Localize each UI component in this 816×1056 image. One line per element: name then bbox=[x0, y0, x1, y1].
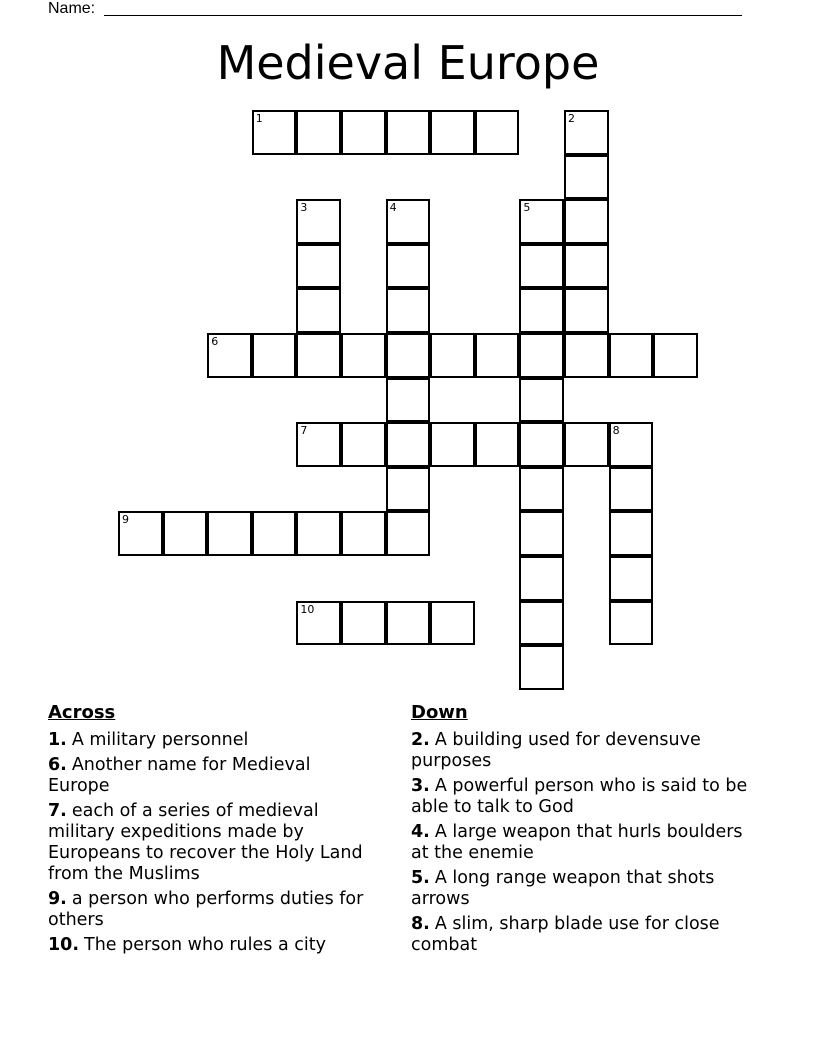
grid-cell[interactable] bbox=[519, 422, 564, 467]
grid-cell[interactable] bbox=[296, 244, 341, 289]
grid-cell[interactable] bbox=[653, 333, 698, 378]
clue-down-4: 4. A large weapon that hurls boulders at the enemie bbox=[411, 822, 743, 863]
grid-cell[interactable] bbox=[386, 422, 431, 467]
grid-cell[interactable] bbox=[519, 333, 564, 378]
cell-number: 8 bbox=[612, 424, 620, 438]
clue-down-8: 8. A slim, sharp blade use for close combat bbox=[411, 914, 720, 955]
grid-cell[interactable] bbox=[386, 378, 431, 423]
grid-cell[interactable] bbox=[386, 288, 431, 333]
cell-number: 10 bbox=[300, 602, 315, 616]
grid-cell[interactable] bbox=[341, 422, 386, 467]
grid-cell[interactable] bbox=[564, 199, 609, 244]
clue-across-9: 9. a person who performs duties for others bbox=[48, 889, 364, 930]
grid-cell[interactable] bbox=[564, 288, 609, 333]
grid-cell[interactable] bbox=[386, 333, 431, 378]
grid-cell[interactable] bbox=[519, 556, 564, 601]
cell-number: 1 bbox=[255, 112, 263, 125]
grid-cell[interactable] bbox=[475, 110, 520, 155]
cell-number: 2 bbox=[568, 112, 575, 125]
down-clues bbox=[411, 702, 751, 960]
cell-number: 6 bbox=[211, 335, 219, 348]
grid-cell[interactable] bbox=[475, 333, 520, 378]
grid-cell[interactable] bbox=[296, 422, 341, 467]
grid-cell[interactable] bbox=[609, 333, 654, 378]
cell-number: 4 bbox=[389, 201, 397, 215]
grid-cell[interactable] bbox=[341, 511, 386, 556]
cell-number: 5 bbox=[523, 201, 531, 215]
grid-cell[interactable] bbox=[519, 244, 564, 289]
grid-cell[interactable] bbox=[386, 511, 431, 556]
grid-cell[interactable] bbox=[564, 110, 609, 155]
grid-cell[interactable] bbox=[609, 511, 654, 556]
grid-cell[interactable] bbox=[564, 422, 609, 467]
grid-cell[interactable] bbox=[386, 601, 431, 646]
clue-down-5: 5. A long range weapon that shots arrows bbox=[411, 868, 715, 909]
clue-across-7: 7. each of a series of medieval military expeditions made by Europeans to recover the Holy Land from the Muslims bbox=[48, 801, 363, 884]
clue-across-6: 6. Another name for Medieval Europe bbox=[48, 755, 311, 796]
grid-cell[interactable] bbox=[564, 155, 609, 200]
grid-cell[interactable] bbox=[430, 333, 475, 378]
grid-cell[interactable] bbox=[252, 333, 297, 378]
grid-cell[interactable] bbox=[519, 467, 564, 512]
grid-cell[interactable] bbox=[252, 110, 297, 155]
name-label: Name: bbox=[48, 0, 96, 17]
clue-across-1: 1. A military personnel bbox=[48, 730, 249, 750]
grid-cell[interactable] bbox=[341, 110, 386, 155]
grid-cell[interactable] bbox=[519, 511, 564, 556]
grid-cell[interactable] bbox=[296, 601, 341, 646]
grid-cell[interactable] bbox=[386, 244, 431, 289]
cell-number: 3 bbox=[300, 201, 308, 215]
grid-cell[interactable] bbox=[207, 333, 252, 378]
grid-cell[interactable] bbox=[207, 511, 252, 556]
page-title: Medieval Europe bbox=[216, 36, 600, 90]
grid-cell[interactable] bbox=[430, 110, 475, 155]
name-field-line[interactable] bbox=[104, 15, 742, 16]
grid-cell[interactable] bbox=[118, 511, 163, 556]
grid-cell[interactable] bbox=[519, 601, 564, 646]
clue-across-10: 10. The person who rules a city bbox=[48, 935, 326, 955]
grid-cell[interactable] bbox=[430, 601, 475, 646]
grid-cell[interactable] bbox=[296, 511, 341, 556]
grid-cell[interactable] bbox=[519, 199, 564, 244]
grid-cell[interactable] bbox=[296, 110, 341, 155]
grid-cell[interactable] bbox=[609, 467, 654, 512]
grid-cell[interactable] bbox=[341, 601, 386, 646]
grid-cell[interactable] bbox=[564, 333, 609, 378]
grid-cell[interactable] bbox=[386, 199, 431, 244]
grid-cell[interactable] bbox=[430, 422, 475, 467]
grid-cell[interactable] bbox=[564, 244, 609, 289]
cell-number: 9 bbox=[122, 513, 129, 527]
across-heading: Across bbox=[48, 702, 116, 723]
grid-cell[interactable] bbox=[252, 511, 297, 556]
cell-number: 7 bbox=[300, 424, 308, 438]
grid-cell[interactable] bbox=[296, 288, 341, 333]
down-heading: Down bbox=[411, 702, 468, 723]
grid-cell[interactable] bbox=[519, 288, 564, 333]
grid-cell[interactable] bbox=[296, 199, 341, 244]
grid-cell[interactable] bbox=[519, 378, 564, 423]
grid-cell[interactable] bbox=[609, 556, 654, 601]
clue-down-3: 3. A powerful person who is said to be able to talk to God bbox=[411, 776, 748, 817]
grid-cell[interactable] bbox=[386, 110, 431, 155]
grid-cell[interactable] bbox=[341, 333, 386, 378]
grid-cell[interactable] bbox=[296, 333, 341, 378]
grid-cell[interactable] bbox=[609, 601, 654, 646]
grid-cell[interactable] bbox=[163, 511, 208, 556]
grid-cell[interactable] bbox=[609, 422, 654, 467]
grid-cell[interactable] bbox=[386, 467, 431, 512]
grid-cell[interactable] bbox=[519, 645, 564, 690]
across-clues bbox=[48, 702, 368, 960]
grid-cell[interactable] bbox=[475, 422, 520, 467]
clue-down-2: 2. A building used for devensuve purposes bbox=[411, 730, 701, 771]
